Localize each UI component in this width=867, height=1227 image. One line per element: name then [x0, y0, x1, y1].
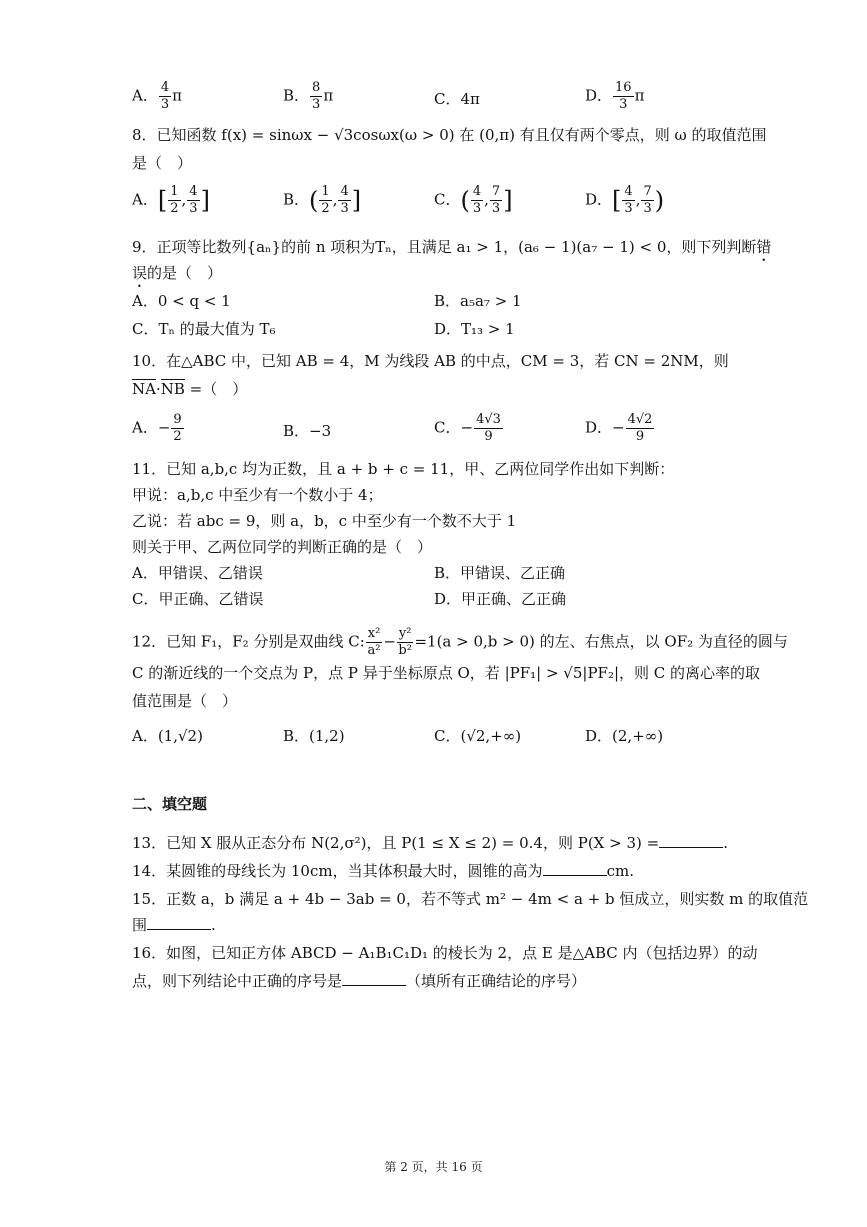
q7-d-tail: π: [634, 86, 645, 105]
q9-line2-text: 的是（ ）: [147, 264, 223, 282]
q12-option-c: C．(√2,+∞): [434, 727, 522, 745]
q9-option-a: A．0 < q < 1: [132, 292, 231, 310]
page-footer: 第 2 页，共 16 页: [384, 1160, 483, 1174]
q14-post: cm.: [606, 862, 634, 880]
q8-b-label: B．: [283, 190, 310, 209]
q13: [132, 832, 728, 854]
q7-a-label: A．: [132, 86, 158, 105]
q14-text: 14．某圆锥的母线长为 10cm，当其体积最大时，圆锥的高为: [132, 862, 543, 880]
q10-option-c: C．− $\frac{4√3}{9}$: [434, 412, 501, 444]
q7-b-den: 3: [312, 97, 321, 112]
q8-line2: 是（ ）: [132, 154, 193, 172]
q11-line3: 乙说：若 abc = 9，则 a，b，c 中至少有一个数不大于 1: [132, 512, 517, 530]
q7-b-frac: [310, 80, 322, 113]
q11-line1: 11．已知 a,b,c 均为正数，且 a + b + c = 11，甲、乙两位同学作出如下判断：: [132, 460, 675, 478]
q8-option-a: A．[ $\frac{1}{2}$ , $\frac{4}{3}$ ]: [132, 184, 210, 216]
q10-a-label: A．: [132, 418, 158, 437]
q11-option-a: A．甲错误、乙错误: [132, 564, 263, 582]
q7-c-label: C．: [434, 90, 461, 108]
q9-line1: [132, 236, 771, 265]
q12-line2: C 的渐近线的一个交点为 P，点 P 异于坐标原点 O，若 |PF₁| > √5|PF₂|，则 C 的离心率的取: [132, 664, 761, 682]
q16-line1: 16．如图，已知正方体 ABCD − A₁B₁C₁D₁ 的棱长为 2，点 E 是△ABC 内（包括边界）的动: [132, 944, 758, 962]
q10-c-label: C．: [434, 418, 461, 437]
q15-line2-post: .: [211, 916, 216, 934]
q12-line1: 12．已知 F₁，F₂ 分别是双曲线 C: $\frac{\text{x²}}{\text{a²}}$ − $\frac{\text{y²}}{\text{b²}}$ =1(a > 0,b > 0) 的左、右焦点，以 OF₂ 为直径的圆与: [132, 626, 788, 658]
q7-a-tail: π: [172, 86, 182, 105]
q9-line2-emphasis: 误: [132, 264, 148, 282]
q7-d-label: D．: [585, 86, 613, 105]
q12-option-b: B．(1,2): [283, 727, 345, 745]
q9-line2: [132, 262, 222, 291]
q9-line1-text: 9．正项等比数列{aₙ}的前 n 项积为Tₙ，且满足 a₁ > 1，(a₆ − 1)(a₇ − 1) < 0，则下列判断: [132, 238, 757, 256]
q11-line2: 甲说：a,b,c 中至少有一个数小于 4；: [132, 486, 383, 504]
q10-d-label: D．: [585, 418, 613, 437]
q10-line1: 10．在△ABC 中，已知 AB = 4，M 为线段 AB 的中点，CM = 3，若 CN = 2NM，则: [132, 352, 729, 370]
q7-c-text: 4π: [460, 90, 480, 108]
q10-vector-nb: NB: [160, 380, 185, 398]
q7-option-a: [132, 80, 182, 113]
q12-line3: 值范围是（ ）: [132, 692, 238, 710]
q12-line1-post: (a > 0,b > 0) 的左、右焦点，以 OF₂ 为直径的圆与: [436, 632, 788, 651]
q10-line2: NA·NB =（ ）: [132, 380, 248, 398]
q8-d-label: D．: [585, 190, 613, 209]
q9-option-c: C．Tₙ 的最大值为 T₆: [132, 320, 276, 338]
q9-option-b: B．a₅a₇ > 1: [434, 292, 522, 310]
q7-b-label: B．: [283, 86, 310, 105]
q13-text: 13．已知 X 服从正态分布 N(2,σ²)，且 P(1 ≤ X ≤ 2) = 0.4，则 P(X > 3) =: [132, 834, 660, 852]
q8-option-d: D．[ $\frac{4}{3}$ , $\frac{7}{3}$ ): [585, 184, 665, 216]
q7-a-num: 4: [160, 80, 170, 95]
q8-option-c: C．( $\frac{4}{3}$ , $\frac{7}{3}$ ]: [434, 184, 513, 216]
q11-option-d: D．甲正确、乙正确: [434, 590, 567, 608]
q8-option-b: B．( $\frac{1}{2}$ , $\frac{4}{3}$ ]: [283, 184, 362, 216]
q8-a-label: A．: [132, 190, 158, 209]
q7-d-den: 3: [619, 97, 628, 112]
q7-a-den: 3: [160, 97, 170, 112]
q8-c-label: C．: [434, 190, 461, 209]
q15-answer-blank: [147, 915, 211, 930]
q16-answer-blank: [342, 971, 406, 986]
q10-vector-na: NA: [132, 380, 156, 398]
q15-line1: 15．正数 a，b 满足 a + 4b − 3ab = 0，若不等式 m² − 4m < a + b 恒成立，则实数 m 的取值范: [132, 890, 809, 908]
q11-option-c: C．甲正确、乙错误: [132, 590, 264, 608]
q15-line2: [132, 914, 216, 936]
q14-answer-blank: [543, 861, 607, 876]
q16-line2-pre: 点，则下列结论中正确的序号是: [132, 972, 343, 990]
q13-answer-blank: [659, 833, 723, 848]
q12-line1-pre: 12．已知 F₁，F₂ 分别是双曲线 C:: [132, 632, 365, 651]
q10-option-a: A．− $\frac{9}{2}$: [132, 412, 182, 444]
q13-post: .: [723, 834, 728, 852]
q7-d-frac: [613, 80, 634, 113]
q7-a-frac: [159, 80, 171, 113]
q10-line2-tail: =（ ）: [184, 380, 248, 398]
q7-d-num: 16: [615, 80, 632, 95]
q9-line1-emphasis: 错: [756, 238, 772, 256]
q12-option-d: D．(2,+∞): [585, 727, 664, 745]
q10-option-d: D．− $\frac{4√2}{9}$: [585, 412, 653, 444]
q16-line2-post: （填所有正确结论的序号）: [406, 972, 587, 990]
q15-line2-pre: 围: [132, 916, 148, 934]
section-title-fill-blank: 二、填空题: [132, 795, 208, 813]
q10-option-b: B．−3: [283, 422, 332, 440]
q7-b-num: 8: [312, 80, 321, 95]
q16-line2: [132, 970, 586, 992]
q12-option-a: A．(1,√2): [132, 727, 203, 745]
q9-option-d: D．T₁₃ > 1: [434, 320, 515, 338]
q7-b-tail: π: [323, 86, 334, 105]
q11-line4: 则关于甲、乙两位同学的判断正确的是（ ）: [132, 538, 433, 556]
q7-option-c: [434, 88, 480, 109]
q7-option-d: [585, 80, 644, 113]
q14: [132, 860, 634, 882]
q8-line1: 8．已知函数 f(x) = sinωx − √3cosωx(ω > 0) 在 (0,π) 有且仅有两个零点，则 ω 的取值范围: [132, 126, 767, 144]
q7-option-b: [283, 80, 333, 113]
q11-option-b: B．甲错误、乙正确: [434, 564, 566, 582]
